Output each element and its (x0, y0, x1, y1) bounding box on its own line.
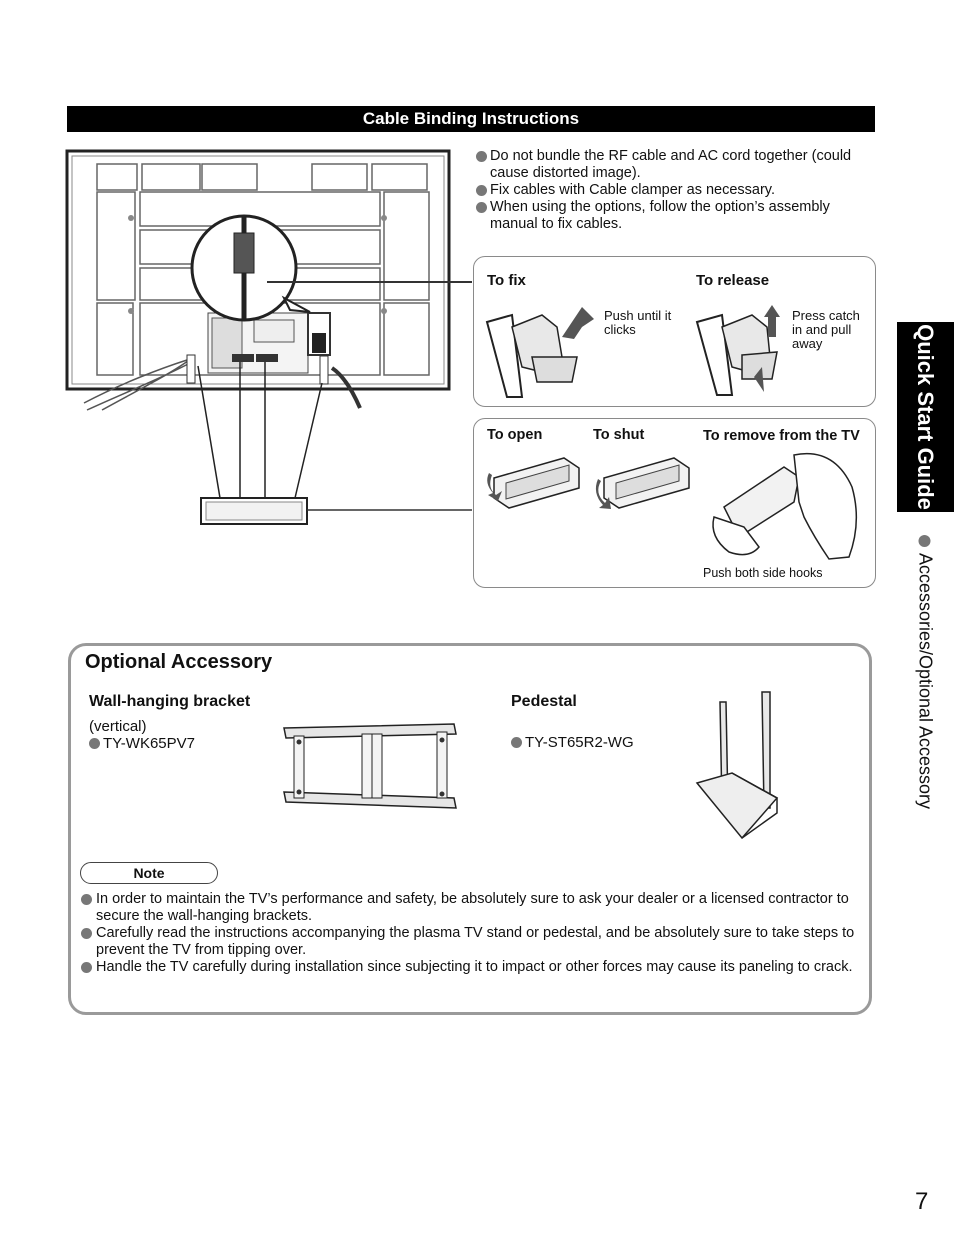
pedestal-title: Pedestal (511, 693, 577, 710)
section-title-bar (67, 106, 875, 132)
side-section-label: Accessories/Optional Accessory (915, 535, 936, 809)
bullet-icon (476, 151, 487, 162)
note-label: Note (80, 862, 218, 884)
page-number: 7 (915, 1188, 929, 1215)
bullet-icon (511, 737, 522, 748)
wall-bracket-subtitle: (vertical) (89, 718, 147, 735)
clamp-open-illustration (484, 453, 584, 523)
bullet-icon (81, 962, 92, 973)
clamp-fix-illustration (482, 297, 597, 402)
to-remove-heading: To remove from the TV (703, 428, 860, 444)
bullet-icon (81, 894, 92, 905)
open-shut-panel (473, 418, 876, 588)
clamp-release-illustration (692, 297, 802, 402)
fix-release-panel (473, 256, 876, 407)
wall-bracket-model: TY-WK65PV7 (89, 735, 289, 752)
to-open-heading: To open (487, 427, 543, 443)
to-fix-caption: Push until it clicks (604, 308, 672, 337)
bullet-icon (918, 535, 930, 547)
note-item: In order to maintain the TV’s performance and safety, be absolutely sure to ask your dealer or a licensed contractor to secure the wall-hanging brackets. (81, 891, 856, 925)
to-fix-heading: To fix (487, 272, 526, 289)
note-item: Carefully read the instructions accompanying the plasma TV stand or pedestal, and be absolutely sure to take steps to prevent the TV from tipping over. (81, 925, 856, 959)
bullet-item: Do not bundle the RF cable and AC cord together (could cause distorted image). (476, 148, 861, 182)
side-tab-label: Quick Start Guide (913, 324, 938, 510)
note-item: Handle the TV carefully during installation since subjecting it to impact or other forces may cause its paneling to crack. (81, 959, 856, 976)
wall-bracket-illustration (282, 722, 460, 812)
bullet-icon (476, 202, 487, 213)
bullet-icon (81, 928, 92, 939)
bullet-item: Fix cables with Cable clamper as necessary. (476, 182, 861, 199)
optional-title: Optional Accessory (85, 651, 273, 673)
section-title: Cable Binding Instructions (362, 109, 580, 128)
bullet-icon (476, 185, 487, 196)
clamp-shut-illustration (589, 453, 694, 523)
cable-bullets (476, 148, 861, 233)
tv-rear-illustration (62, 148, 477, 528)
bullet-icon (89, 738, 100, 749)
clamp-remove-illustration (704, 447, 864, 562)
wall-bracket-title: Wall-hanging bracket (89, 693, 251, 710)
pedestal-illustration (692, 688, 792, 844)
to-release-heading: To release (696, 272, 770, 289)
bullet-item: When using the options, follow the option’s assembly manual to fix cables. (476, 199, 861, 233)
to-shut-heading: To shut (593, 427, 645, 443)
remove-caption: Push both side hooks (703, 566, 823, 580)
to-release-caption: Press catch in and pull away (792, 308, 860, 351)
side-tab (897, 322, 954, 512)
note-list (81, 891, 856, 976)
pedestal-model: TY-ST65R2-WG (511, 734, 711, 751)
